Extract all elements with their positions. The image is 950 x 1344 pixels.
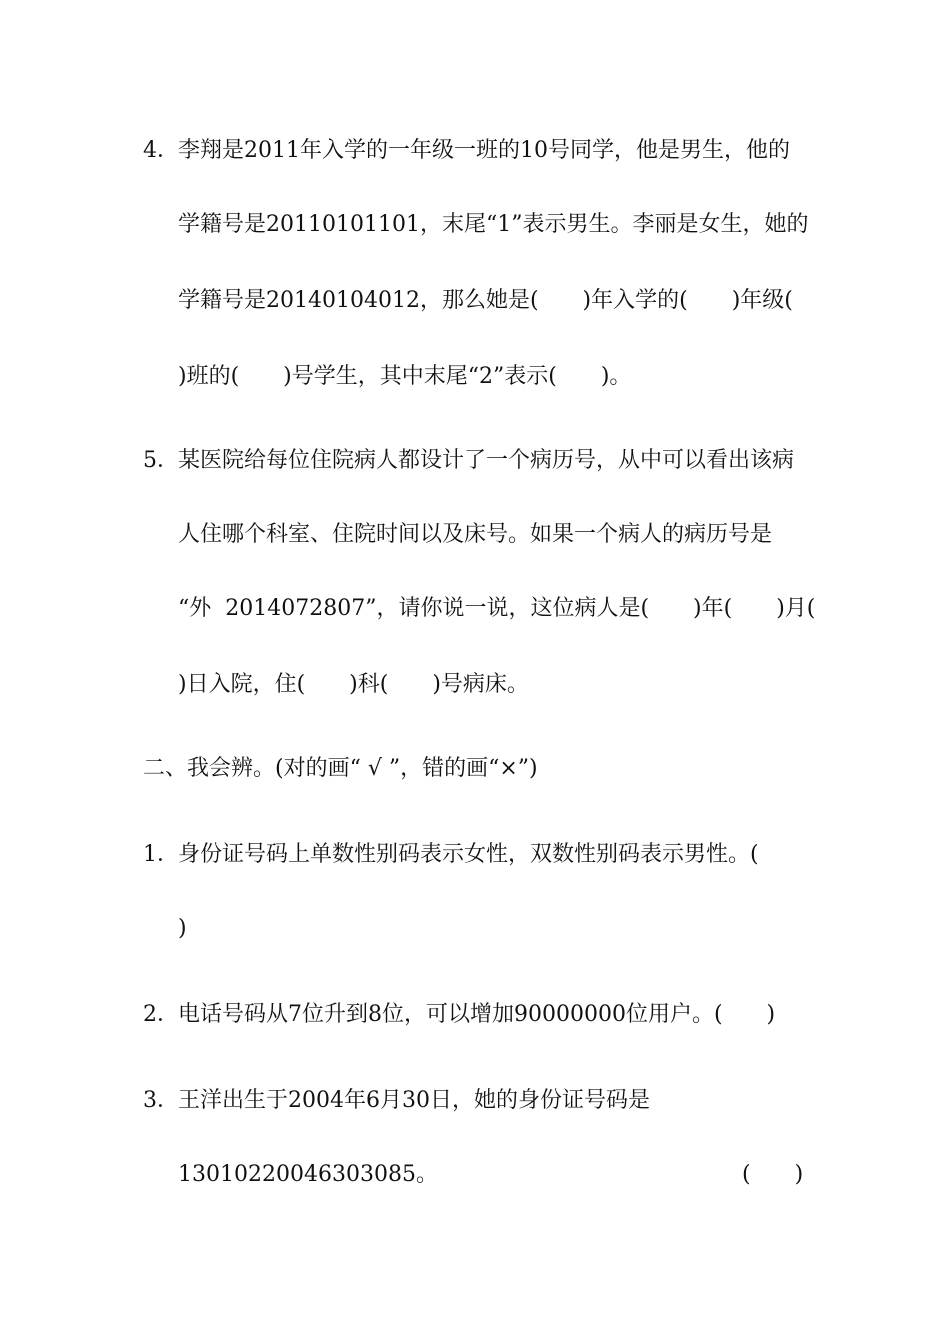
question-text-line: 李翔是2011年入学的一年级一班的10号同学，他是男生，他的 <box>178 138 790 163</box>
question-text-line: 某医院给每位住院病人都设计了一个病历号，从中可以看出该病 <box>178 448 795 473</box>
question-number: 2． <box>143 1002 179 1027</box>
answer-blank: ( ) <box>742 1162 804 1187</box>
question-number: 1． <box>143 842 179 867</box>
question-number: 4． <box>143 138 179 163</box>
question-text-line: 电话号码从7位升到8位，可以增加90000000位用户。( ) <box>178 1002 776 1027</box>
question-text-line: )班的( )号学生，其中末尾“2”表示( )。 <box>178 364 632 389</box>
question-text-line: ) <box>178 916 187 941</box>
question-text-line: )日入院，住( )科( )号病床。 <box>178 672 529 697</box>
question-text-line: 王洋出生于2004年6月30日，她的身份证号码是 <box>178 1088 650 1113</box>
question-text-line: 13010220046303085。 <box>178 1162 438 1187</box>
question-text-line: 学籍号是20140104012，那么她是( )年入学的( )年级( <box>178 288 793 313</box>
question-text-line: 身份证号码上单数性别码表示女性，双数性别码表示男性。( <box>178 842 759 867</box>
question-number: 3． <box>143 1088 179 1113</box>
section-heading: 二、我会辨。(对的画“ √ ”，错的画“×”) <box>143 756 538 781</box>
question-text-line: 学籍号是20110101101，末尾“1”表示男生。李丽是女生，她的 <box>178 212 809 237</box>
question-text-line: 人住哪个科室、住院时间以及床号。如果一个病人的病历号是 <box>178 522 773 547</box>
question-text-line: “外 2014072807”，请你说一说，这位病人是( )年( )月( <box>178 596 816 621</box>
question-number: 5． <box>143 448 179 473</box>
